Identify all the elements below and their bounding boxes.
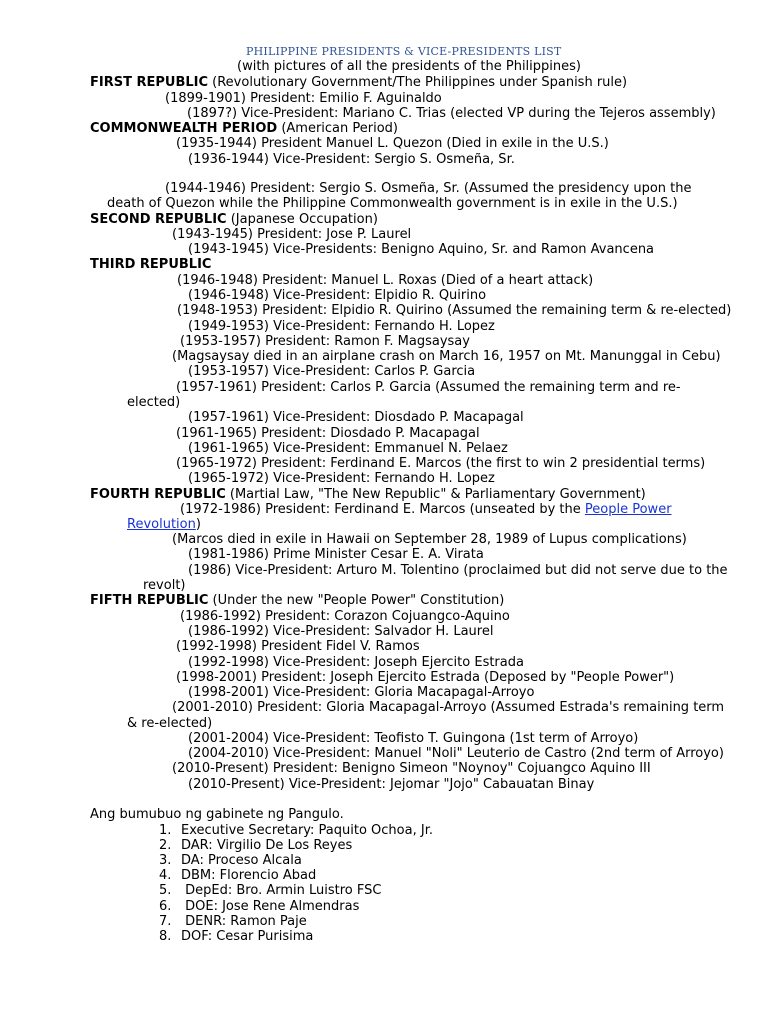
entry-line: (Magsaysay died in an airplane crash on March 16, 1957 on Mt. Manunggal in Cebu) xyxy=(172,349,721,364)
entry-line: (2001-2004) Vice-President: Teofisto T. Guingona (1st term of Arroyo) xyxy=(188,731,639,746)
entry-line: (1981-1986) Prime Minister Cesar E. A. Virata xyxy=(188,547,484,562)
second-republic-header xyxy=(90,212,378,227)
entry-line: (1961-1965) President: Diosdado P. Macapagal xyxy=(176,426,480,441)
list-number: 8. xyxy=(159,929,172,944)
entry-line: (1949-1953) Vice-President: Fernando H. Lopez xyxy=(188,319,495,334)
cabinet-heading: Ang bumubuo ng gabinete ng Pangulo. xyxy=(90,807,344,822)
marcos-entry-text: (1972-1986) President: Ferdinand E. Marcos (unseated by the xyxy=(180,502,585,517)
list-item xyxy=(159,853,302,868)
entry-line: (1943-1945) Vice-Presidents: Benigno Aquino, Sr. and Ramon Avancena xyxy=(188,242,655,257)
list-text: DOF: Cesar Purisima xyxy=(181,929,314,944)
entry-line: (1946-1948) President: Manuel L. Roxas (Died of a heart attack) xyxy=(177,273,594,288)
entry-line: (1953-1957) Vice-President: Carlos P. Garcia xyxy=(188,364,476,379)
list-number: 2. xyxy=(159,838,172,853)
list-text: DENR: Ramon Paje xyxy=(181,914,307,929)
entry-line: (1998-2001) Vice-President: Gloria Macapagal-Arroyo xyxy=(188,685,535,700)
close-paren: ) xyxy=(195,517,201,532)
section-heading: SECOND REPUBLIC xyxy=(90,212,227,227)
entry-line: (1986) Vice-President: Arturo M. Tolentino (proclaimed but did not serve due to the xyxy=(188,563,728,578)
fifth-republic-header xyxy=(90,593,504,608)
entry-line: & re-elected) xyxy=(127,716,213,731)
entry-line: (1953-1957) President: Ramon F. Magsaysay xyxy=(180,334,470,349)
entry-line: (1899-1901) President: Emilio F. Aguinaldo xyxy=(165,91,442,106)
entry-line: (1897?) Vice-President: Mariano C. Trias (elected VP during the Tejeros assembly) xyxy=(187,106,716,121)
section-heading: COMMONWEALTH PERIOD xyxy=(90,121,278,136)
entry-line: elected) xyxy=(127,395,181,410)
entry-line: (1998-2001) President: Joseph Ejercito Estrada (Deposed by "People Power") xyxy=(176,670,675,685)
list-number: 4. xyxy=(159,868,172,883)
entry-line: (1986-1992) President: Corazon Cojuangco-Aquino xyxy=(180,609,510,624)
list-number: 6. xyxy=(159,899,172,914)
list-item xyxy=(159,868,316,883)
list-item xyxy=(159,899,359,914)
section-note: (Martial Law, "The New Republic" & Parliamentary Government) xyxy=(225,487,646,502)
entry-line: (2010-Present) Vice-President: Jejomar "Jojo" Cabauatan Binay xyxy=(188,777,595,792)
list-text: DOE: Jose Rene Almendras xyxy=(181,899,360,914)
entry-line: (1957-1961) Vice-President: Diosdado P. Macapagal xyxy=(188,410,524,425)
list-text: Executive Secretary: Paquito Ochoa, Jr. xyxy=(181,823,433,838)
list-number: 5. xyxy=(159,883,172,898)
entry-line xyxy=(180,502,672,517)
list-item xyxy=(159,838,352,853)
list-number: 1. xyxy=(159,823,172,838)
list-text: DepEd: Bro. Armin Luistro FSC xyxy=(181,883,382,898)
section-note: (Under the new "People Power" Constitution) xyxy=(208,593,505,608)
list-number: 3. xyxy=(159,853,172,868)
entry-line: death of Quezon while the Philippine Commonwealth government is in exile in the U.S.) xyxy=(107,196,678,211)
entry-line: (1957-1961) President: Carlos P. Garcia (Assumed the remaining term and re- xyxy=(176,380,681,395)
entry-line: (1986-1992) Vice-President: Salvador H. Laurel xyxy=(188,624,494,639)
entry-line: revolt) xyxy=(143,578,186,593)
entry-line: (2001-2010) President: Gloria Macapagal-Arroyo (Assumed Estrada's remaining term xyxy=(172,700,725,715)
list-text: DAR: Virgilio De Los Reyes xyxy=(181,838,353,853)
section-heading: FIFTH REPUBLIC xyxy=(90,593,209,608)
third-republic-heading: THIRD REPUBLIC xyxy=(90,257,212,272)
document-subtitle: (with pictures of all the presidents of the Philippines) xyxy=(237,59,581,74)
list-text: DA: Proceso Alcala xyxy=(181,853,302,868)
entry-line: (1961-1965) Vice-President: Emmanuel N. Pelaez xyxy=(188,441,508,456)
entry-line: (1936-1944) Vice-President: Sergio S. Osmeña, Sr. xyxy=(188,152,515,167)
entry-line: (1944-1946) President: Sergio S. Osmeña, Sr. (Assumed the presidency upon the xyxy=(165,181,692,196)
list-item xyxy=(159,823,433,838)
entry-line: (1948-1953) President: Elpidio R. Quirino (Assumed the remaining term & re-elected) xyxy=(177,303,732,318)
section-note: (American Period) xyxy=(277,121,398,136)
list-item xyxy=(159,929,313,944)
document-title: PHILIPPINE PRESIDENTS & VICE-PRESIDENTS LIST xyxy=(246,45,562,58)
first-republic-header xyxy=(90,75,627,90)
commonwealth-header xyxy=(90,121,398,136)
fourth-republic-header xyxy=(90,487,646,502)
entry-line: (2004-2010) Vice-President: Manuel "Noli" Leuterio de Castro (2nd term of Arroyo) xyxy=(188,746,724,761)
entry-line: (2010-Present) President: Benigno Simeon "Noynoy" Cojuangco Aquino III xyxy=(172,761,651,776)
entry-line: (Marcos died in exile in Hawaii on September 28, 1989 of Lupus complications) xyxy=(172,532,687,547)
entry-line: (1943-1945) President: Jose P. Laurel xyxy=(172,227,412,242)
list-item xyxy=(159,883,381,898)
entry-line: (1965-1972) President: Ferdinand E. Marcos (the first to win 2 presidential terms) xyxy=(176,456,706,471)
section-note: (Revolutionary Government/The Philippines under Spanish rule) xyxy=(208,75,628,90)
section-heading: FOURTH REPUBLIC xyxy=(90,487,226,502)
list-item xyxy=(159,914,307,929)
entry-line: (1992-1998) Vice-President: Joseph Ejercito Estrada xyxy=(188,655,524,670)
section-heading: FIRST REPUBLIC xyxy=(90,75,209,90)
section-note: (Japanese Occupation) xyxy=(226,212,378,227)
list-text: DBM: Florencio Abad xyxy=(181,868,317,883)
people-power-link[interactable]: People Power xyxy=(584,502,672,517)
entry-line: (1965-1972) Vice-President: Fernando H. Lopez xyxy=(188,471,495,486)
entry-line xyxy=(127,517,201,532)
list-number: 7. xyxy=(159,914,172,929)
entry-line: (1946-1948) Vice-President: Elpidio R. Quirino xyxy=(188,288,487,303)
entry-line: (1992-1998) President Fidel V. Ramos xyxy=(176,639,420,654)
entry-line: (1935-1944) President Manuel L. Quezon (Died in exile in the U.S.) xyxy=(176,136,609,151)
revolution-link[interactable]: Revolution xyxy=(127,517,196,532)
